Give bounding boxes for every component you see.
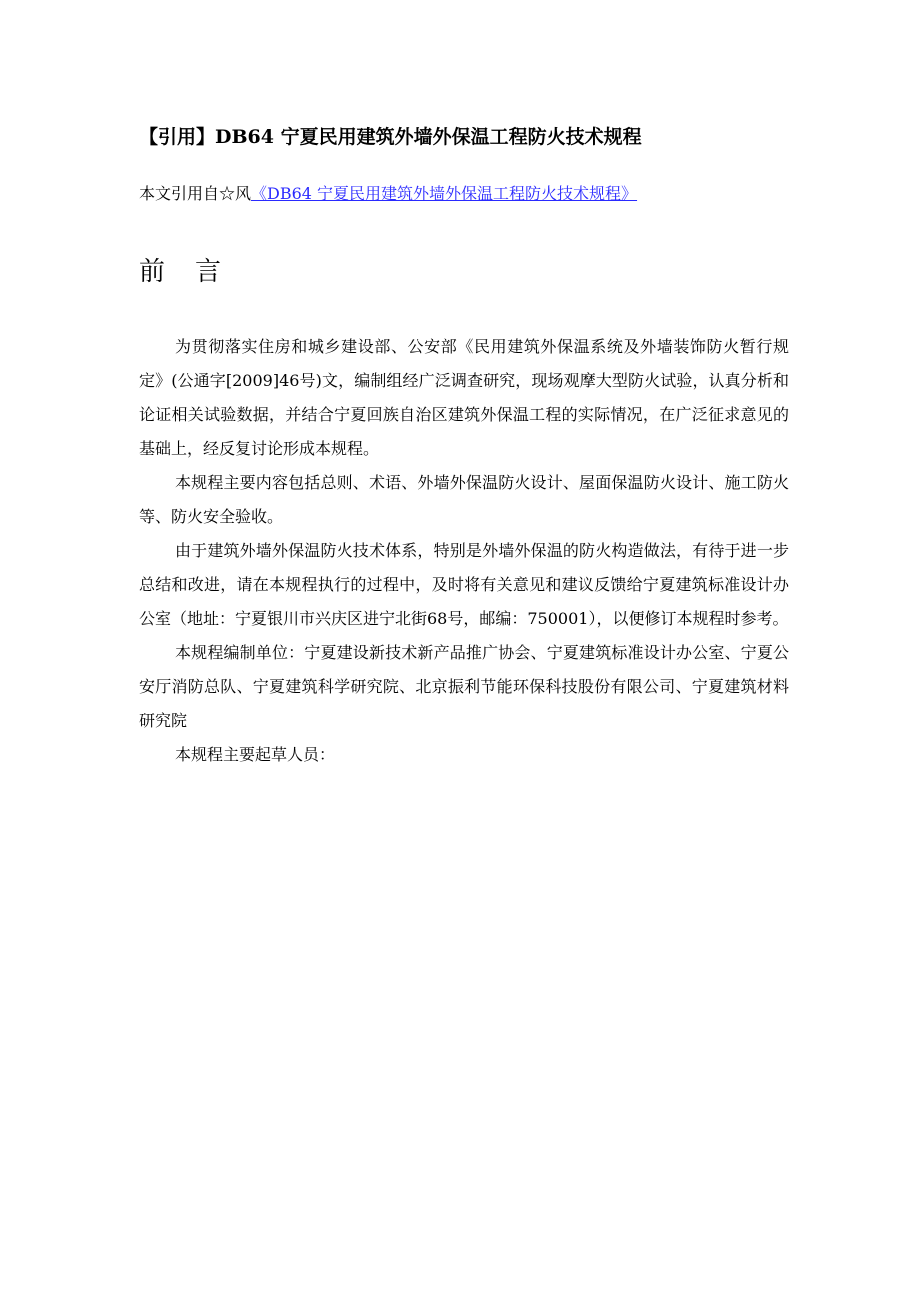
citation-line (139, 180, 799, 208)
preface-body (139, 330, 789, 772)
paragraph: 本规程编制单位：宁夏建设新技术新产品推广协会、宁夏建筑标准设计办公室、宁夏公安厅消防总队、宁夏建筑科学研究院、北京振利节能环保科技股份有限公司、宁夏建筑材料研究院 (139, 643, 789, 730)
paragraph: 本规程主要起草人员： (175, 745, 336, 764)
section-heading: 前言 (139, 257, 252, 287)
citation-link[interactable]: 《DB64 宁夏民用建筑外墙外保温工程防火技术规程》 (251, 184, 638, 203)
paragraph: 本规程主要内容包括总则、术语、外墙外保温防火设计、屋面保温防火设计、施工防火等、防火安全验收。 (139, 473, 789, 526)
paragraph: 由于建筑外墙外保温防火技术体系，特别是外墙外保温的防火构造做法，有待于进一步总结和改进，请在本规程执行的过程中，及时将有关意见和建议反馈给宁夏建筑标准设计办公室（地址：宁夏银川市兴庆区进宁北街68号，邮编：750001），以便修订本规程时参考。 (139, 541, 789, 628)
document-title: 【引用】DB64 宁夏民用建筑外墙外保温工程防火技术规程 (139, 126, 642, 148)
citation-prefix: 本文引用自☆风 (139, 184, 252, 203)
paragraph: 为贯彻落实住房和城乡建设部、公安部《民用建筑外保温系统及外墙装饰防火暂行规定》(公通字[2009]46号)文，编制组经广泛调查研究，现场观摩大型防火试验，认真分析和论证相关试验数据，并结合宁夏回族自治区建筑外保温工程的实际情况，在广泛征求意见的基础上，经反复讨论形成本规程。 (139, 337, 789, 458)
